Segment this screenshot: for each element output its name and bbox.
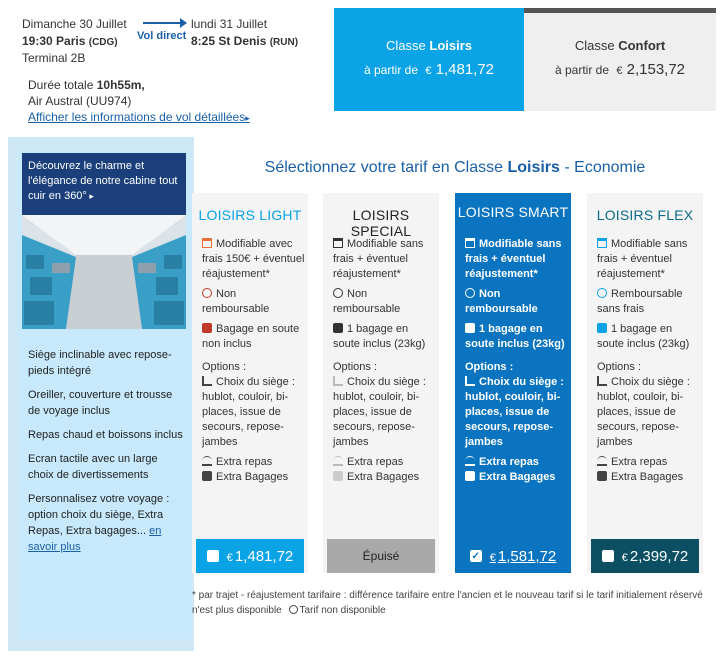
card-body [333, 237, 437, 485]
seat-option: Choix du siège : hublot, couloir, bi-places, issue de secours, repose-jambes [597, 376, 690, 448]
feature-personalize: Personnalisez votre voyage : option choix du siège, Extra Repas, Extra bagages... en savoir plus [28, 493, 170, 553]
sold-out-label: Épuisé [327, 539, 435, 573]
calendar-icon [465, 238, 475, 248]
change-row: Modifiable sans frais + éventuel réajustement* [597, 238, 688, 280]
arrival-time: 8:25 St Denis (RUN) [191, 34, 299, 48]
options-label: Options : [465, 361, 514, 373]
select-fare-light-button[interactable] [196, 539, 304, 573]
fare-card-light [192, 193, 308, 573]
card-title: LOISIRS SMART [457, 204, 569, 220]
options-label: Options : [333, 361, 378, 373]
baggage-row: Bagage en soute non inclus [202, 323, 300, 350]
suitcase-icon [465, 323, 475, 333]
refund-icon [202, 288, 212, 298]
departure-terminal: Terminal 2B [22, 51, 86, 65]
bags-option: Extra Bagages [597, 470, 701, 485]
seat-option: Choix du siège : hublot, couloir, bi-places, issue de secours, repose-jambes [202, 376, 295, 448]
fare-price: € 1,581,72 [489, 547, 557, 565]
seat-icon [597, 376, 607, 386]
feature-meal: Repas chaud et boissons inclus [28, 429, 183, 441]
refund-row: Non remboursable [202, 288, 270, 315]
meal-icon [333, 456, 343, 466]
fare-price: € 1,481,72 [226, 547, 294, 565]
baggage-row: 1 bagage en soute inclus (23kg) [465, 323, 565, 350]
departure-time: 19:30 Paris (CDG) [22, 34, 118, 48]
baggage-row: 1 bagage en soute inclus (23kg) [333, 323, 426, 350]
suitcase-icon [333, 323, 343, 333]
bags-option: Extra Bagages [465, 470, 569, 485]
arrow-head-icon [180, 18, 187, 28]
card-body [597, 237, 701, 485]
change-row: Modifiable sans frais + éventuel réajustement* [465, 238, 562, 280]
tab-price: à partir de € 2,153,72 [554, 61, 686, 78]
options-label: Options : [202, 361, 247, 373]
meal-icon [202, 456, 212, 466]
departure-date: Dimanche 30 Juillet [22, 17, 127, 31]
arrival-date: lundi 31 Juillet [191, 17, 268, 31]
cabin-sidebar [18, 151, 192, 639]
feature-seat: Siège inclinable avec repose-pieds intégré [28, 349, 172, 377]
card-title: LOISIRS SPECIAL [350, 207, 412, 239]
chevron-right-icon: ▸ [245, 113, 250, 123]
checkbox-icon [207, 550, 219, 562]
refund-icon [465, 288, 475, 298]
seat-option: Choix du siège : hublot, couloir, bi-places, issue de secours, repose-jambes [465, 376, 564, 448]
fare-footnote: * par trajet - réajustement tarifaire : différence tarifaire entre l'ancien et le nouveau tarif si le tarif initialement réservé n'est plus disponible Tarif non disponible [192, 590, 703, 616]
refund-icon [333, 288, 343, 298]
card-title: LOISIRS FLEX [596, 207, 694, 223]
seat-icon [202, 376, 212, 386]
refund-icon [597, 288, 607, 298]
card-title: LOISIRS LIGHT [198, 207, 302, 223]
chevron-right-icon: ▸ [86, 191, 94, 201]
bags-option: Extra Bagages [333, 470, 437, 485]
select-fare-flex-button[interactable] [591, 539, 699, 573]
meal-option: Extra repas [333, 455, 437, 470]
meal-option: Extra repas [465, 455, 569, 470]
change-row: Modifiable sans frais + éventuel réajustement* [333, 238, 424, 280]
fare-card-smart [455, 193, 571, 573]
bag-icon [465, 471, 475, 481]
arrow-right-icon [143, 22, 183, 24]
unavailable-icon [289, 605, 298, 614]
flight-info [0, 0, 334, 137]
checkbox-icon [602, 550, 614, 562]
fare-card-special [323, 193, 439, 573]
bag-icon [333, 471, 343, 481]
fare-price: € 2,399,72 [621, 547, 689, 565]
baggage-row: 1 bagage en soute inclus (23kg) [597, 323, 690, 350]
refund-row: Non remboursable [465, 288, 538, 315]
meal-option: Extra repas [597, 455, 701, 470]
flight-duration: Durée totale 10h55m, [28, 78, 145, 92]
refund-row: Non remboursable [333, 288, 401, 315]
bags-option: Extra Bagages [202, 470, 306, 485]
meal-icon [465, 456, 475, 466]
tab-title: Classe Loisirs [386, 38, 472, 53]
flight-carrier: Air Austral (UU974) [28, 94, 132, 108]
options-label: Options : [597, 361, 642, 373]
tab-classe-loisirs[interactable] [334, 8, 524, 111]
calendar-icon [202, 238, 212, 248]
feature-pillow: Oreiller, couverture et trousse de voyage inclus [28, 389, 173, 417]
fare-card-flex [587, 193, 703, 573]
suitcase-icon [202, 323, 212, 333]
promo-text: Découvrez le charme et l'élégance de notre cabine tout cuir en 360° ▸ [28, 160, 178, 202]
seat-option: Choix du siège : hublot, couloir, bi-places, issue de secours, repose-jambes [333, 376, 426, 448]
cabin-illustration [22, 215, 186, 329]
calendar-icon [333, 238, 343, 248]
tab-price: à partir de € 1,481,72 [363, 61, 495, 78]
card-body [465, 237, 569, 485]
select-fare-smart-button[interactable] [459, 539, 567, 573]
more-info-link[interactable]: en savoir plus [28, 525, 162, 553]
bag-icon [597, 471, 607, 481]
seat-icon [465, 376, 475, 386]
seat-icon [333, 376, 343, 386]
tab-title: Classe Confort [574, 38, 666, 53]
bag-icon [202, 471, 212, 481]
meal-option: Extra repas [202, 455, 306, 470]
calendar-icon [597, 238, 607, 248]
suitcase-icon [597, 323, 607, 333]
cabin-photo [22, 215, 186, 329]
selection-title: Sélectionnez votre tarif en Classe Loisirs - Economie [264, 159, 646, 176]
meal-icon [597, 456, 607, 466]
change-row: Modifiable avec frais 150€ + éventuel réajustement* [202, 238, 305, 280]
tab-classe-confort[interactable] [524, 8, 716, 111]
checkbox-checked-icon: ✓ [471, 550, 480, 562]
direct-flight-label: Vol direct [137, 30, 187, 42]
refund-row: Remboursable sans frais [597, 288, 683, 315]
card-body [202, 237, 306, 485]
feature-screen: Ecran tactile avec un large choix de divertissements [28, 453, 158, 481]
cabin-360-promo[interactable] [22, 153, 186, 329]
flight-details-link[interactable]: Afficher les informations de vol détaillées▸ [28, 110, 250, 124]
